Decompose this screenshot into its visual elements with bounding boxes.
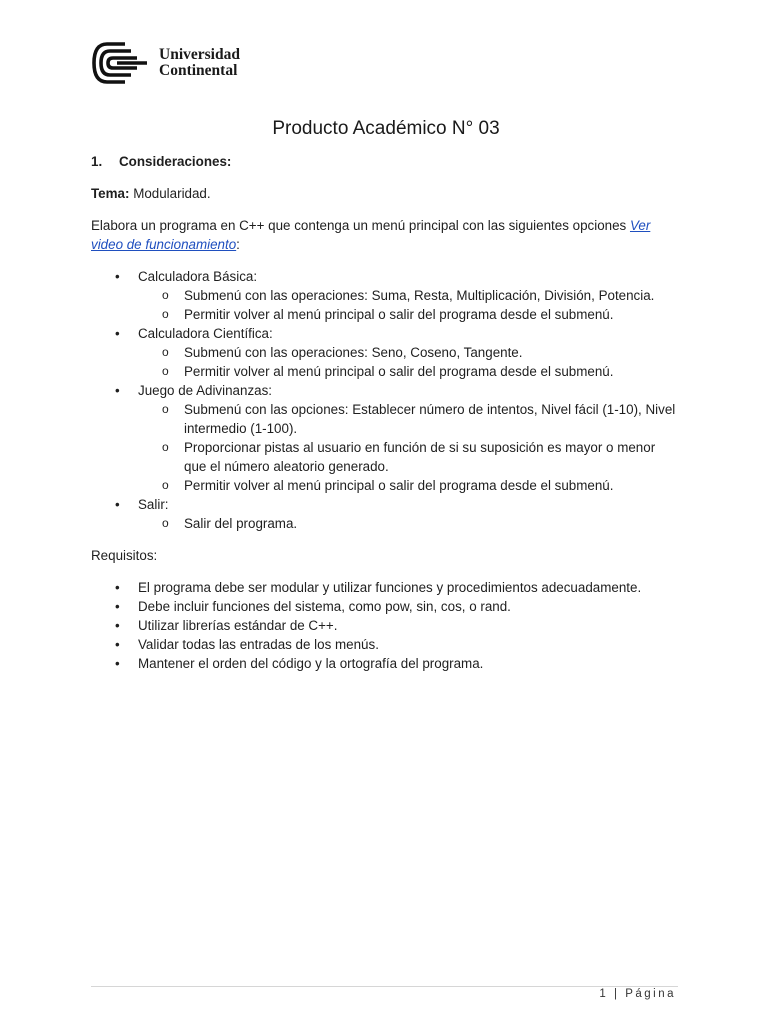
logo-text: [159, 47, 240, 79]
tema-paragraph: [91, 184, 681, 203]
list-item: o Permitir volver al menú principal o salir del programa desde el submenú.: [138, 476, 681, 495]
menu-option-label: Calculadora Científica:: [138, 326, 273, 341]
section-heading: [91, 152, 681, 171]
menu-options-list: [91, 267, 681, 533]
tema-value: Modularidad.: [133, 186, 211, 201]
logo-line-1: Universidad: [159, 46, 240, 63]
menu-option-label: Juego de Adivinanzas:: [138, 383, 273, 398]
submenu-list: [138, 514, 681, 533]
list-item: [91, 495, 681, 533]
intro-text: Elabora un programa en C++ que contenga un menú principal con las siguientes opciones: [91, 218, 630, 233]
list-item: [91, 324, 681, 381]
list-item: o Permitir volver al menú principal o salir del programa desde el submenú.: [138, 305, 681, 324]
list-item: o Salir del programa.: [138, 514, 681, 533]
list-item: [91, 267, 681, 324]
list-item: o Submenú con las operaciones: Seno, Coseno, Tangente.: [138, 343, 681, 362]
logo-line-2: Continental: [159, 62, 238, 79]
section-title: Consideraciones:: [119, 154, 232, 169]
list-item: o Permitir volver al menú principal o salir del programa desde el submenú.: [138, 362, 681, 381]
list-item: o Submenú con las opciones: Establecer número de intentos, Nivel fácil (1-10), Nivel intermedio (1-100).: [138, 400, 681, 438]
page-label: Página: [625, 988, 676, 1000]
document-body: [91, 116, 681, 686]
menu-option-label: Salir:: [138, 497, 169, 512]
list-item: [91, 381, 681, 495]
list-item: o Submenú con las operaciones: Suma, Resta, Multiplicación, División, Potencia.: [138, 286, 681, 305]
list-item: • Mantener el orden del código y la ortografía del programa.: [91, 654, 681, 673]
section-number: 1.: [91, 154, 103, 169]
requisitos-list: [91, 578, 681, 673]
intro-colon: :: [236, 237, 240, 252]
submenu-list: [138, 286, 681, 324]
list-item: • El programa debe ser modular y utilizar funciones y procedimientos adecuadamente.: [91, 578, 681, 597]
video-link[interactable]: Ver video de funcionamiento: [91, 218, 651, 252]
submenu-list: [138, 400, 681, 495]
logo-universidad-continental: [91, 42, 240, 84]
list-item: • Utilizar librerías estándar de C++.: [91, 616, 681, 635]
logo-mark-icon: [91, 42, 151, 84]
list-item: • Validar todas las entradas de los menús.: [91, 635, 681, 654]
footer-separator: |: [613, 988, 620, 1000]
footer-divider: [91, 986, 678, 987]
menu-option-label: Calculadora Básica:: [138, 269, 258, 284]
list-item: o Proporcionar pistas al usuario en función de si su suposición es mayor o menor que el número aleatorio generado.: [138, 438, 681, 476]
page-title: Producto Académico N° 03: [272, 118, 500, 139]
intro-paragraph: [91, 216, 681, 254]
requisitos-label: Requisitos:: [91, 548, 158, 563]
list-item: • Debe incluir funciones del sistema, como pow, sin, cos, o rand.: [91, 597, 681, 616]
page-footer: [599, 988, 676, 1000]
page-number: 1: [599, 988, 609, 1000]
submenu-list: [138, 343, 681, 381]
tema-label: Tema:: [91, 186, 130, 201]
